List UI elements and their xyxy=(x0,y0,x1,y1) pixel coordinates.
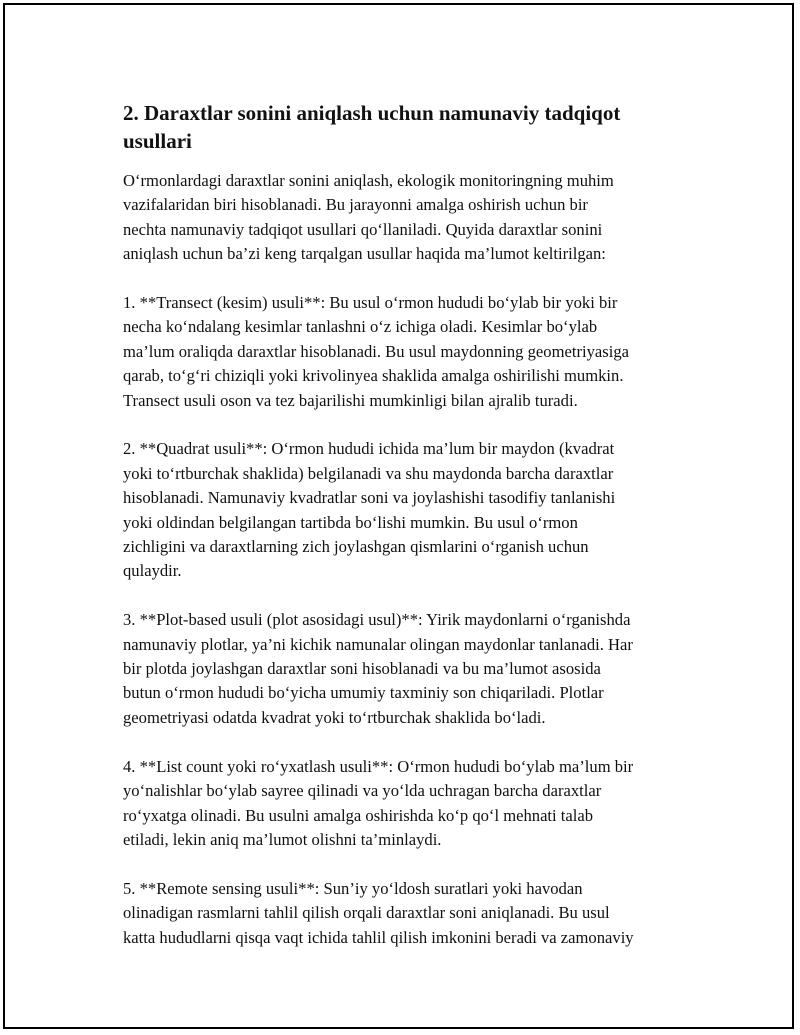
method-list-count-paragraph: 4. **List count yoki ro‘yxatlash usuli**: O‘rmon hududi bo‘ylab ma’lum bir yo‘nalishlar bo‘ylab sayree qilinadi va yo‘lda uchragan barcha daraxtlar ro‘yxatga olinadi. Bu usulni amalga oshirishda ko‘p qo‘l mehnati talab etiladi, lekin aniq ma’lumot olishni ta’minlaydi. xyxy=(123,756,634,849)
page-frame xyxy=(3,3,794,1029)
method-transect-paragraph: 1. **Transect (kesim) usuli**: Bu usul o‘rmon hududi bo‘ylab bir yoki bir necha ko‘ndalang kesimlar tanlashni o‘z ichiga oladi. Kesimlar bo‘ylab ma’lum oraliqda daraxtlar hisoblanadi. Bu usul maydonning geometriyasiga qarab, to‘g‘ri chiziqli yoki krivolinyea shaklida amalga oshirilishi mumkin. Transect usuli oson va tez bajarilishi mumkinligi bilan ajralib turadi. xyxy=(123,293,629,410)
method-remote-sensing-paragraph: 5. **Remote sensing usuli**: Sun’iy yo‘ldosh suratlari yoki havodan olinadigan rasmlarni tahlil qilish orqali daraxtlar soni aniqlanadi. Bu usul katta hududlarni qisqa vaqt ichida tahlil qilish imkonini beradi va zamonaviy xyxy=(123,878,634,947)
section-heading: 2. Daraxtlar sonini aniqlash uchun namunaviy tadqiqot usullari xyxy=(123,101,621,153)
intro-paragraph: O‘rmonlardagi daraxtlar sonini aniqlash, ekologik monitoringning muhim vazifalaridan biri hisoblanadi. Bu jarayonni amalga oshirish uchun bir nechta namunaviy tadqiqot usullari qo‘llaniladi. Quyida daraxtlar sonini aniqlash uchun ba’zi keng tarqalgan usullar haqida ma’lumot keltirilgan: xyxy=(123,171,614,264)
document-body xyxy=(123,99,703,974)
method-quadrat-paragraph: 2. **Quadrat usuli**: O‘rmon hududi ichida ma’lum bir maydon (kvadrat yoki to‘rtburchak shaklida) belgilanadi va shu maydonda barcha daraxtlar hisoblanadi. Namunaviy kvadratlar soni va joylashishi tasodifiy tanlanishi yoki oldindan belgilangan tartibda bo‘lishi mumkin. Bu usul o‘rmon zichligini va daraxtlarning zich joylashgan qismlarini o‘rganish uchun qulaydir. xyxy=(123,439,616,581)
method-plot-based-paragraph: 3. **Plot-based usuli (plot asosidagi usul)**: Yirik maydonlarni o‘rganishda namunaviy plotlar, ya’ni kichik namunalar olingan maydonlar tanlanadi. Har bir plotda joylashgan daraxtlar soni hisoblanadi va bu ma’lumot asosida butun o‘rmon hududi bo‘yicha umumiy taxminiy son chiqariladi. Plotlar geometriyasi odatda kvadrat yoki to‘rtburchak shaklida bo‘ladi. xyxy=(123,610,633,727)
